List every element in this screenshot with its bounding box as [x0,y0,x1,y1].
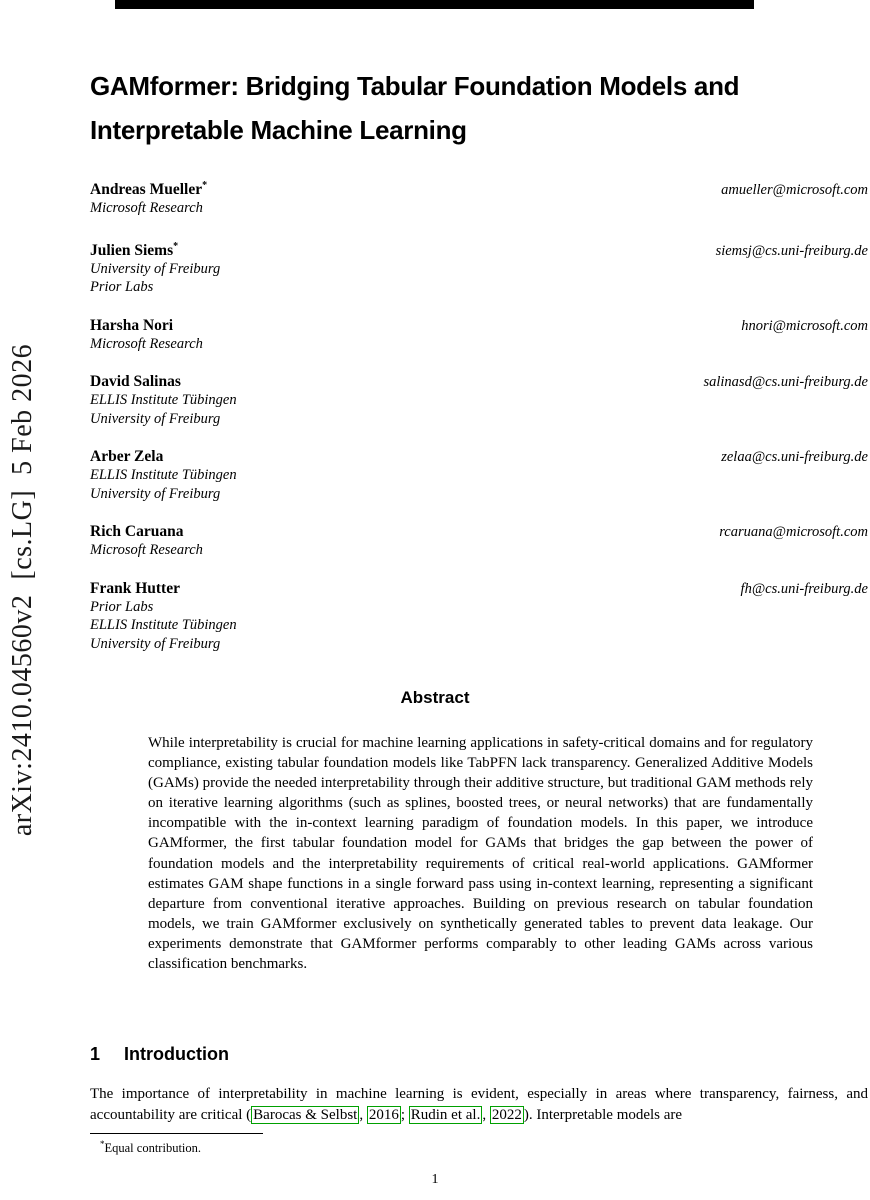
footnote-marker: * [100,1139,105,1149]
author-affiliation: University of Freiburg [90,485,221,502]
author-block [90,316,868,354]
equal-contribution-marker: * [173,240,179,252]
abstract-heading: Abstract [400,688,470,707]
author-name: Arber Zela [90,448,164,466]
author-block [90,237,868,297]
page-number: 1 [431,1172,439,1187]
author-affiliation: Microsoft Research [90,335,203,352]
author-affiliation: Prior Labs [90,279,154,296]
author-affiliation: ELLIS Institute Tübingen [90,392,237,409]
author-name: Rich Caruana [90,523,184,541]
introduction-paragraph [90,1084,868,1125]
top-black-bar [115,0,754,9]
author-block [90,372,868,428]
author-block [90,579,868,654]
citation-link[interactable]: Rudin et al. [410,1106,481,1123]
paragraph-text: The importance of interpretability in machine learning is evident, especially in areas where transparency, fairness, and accountability are critical ( [90,1086,868,1123]
author-name-row [90,176,868,199]
author-affiliation: Prior Labs [90,598,154,615]
footnote-text: Equal contribution. [104,1141,202,1156]
author-email: zelaa@cs.uni-freiburg.de [721,449,868,466]
authors-block [90,176,868,672]
paragraph-text: , [482,1106,490,1123]
section-number: 1 [90,1044,101,1064]
author-name: Harsha Nori [90,316,174,334]
arxiv-sidebar-label: arXiv:2410.04560v2 [cs.LG] 5 Feb 2026 [7,343,38,837]
paragraph-text: ). Interpretable models are [523,1106,683,1123]
author-name: David Salinas [90,373,181,391]
author-block [90,447,868,503]
author-email: amueller@microsoft.com [721,182,868,199]
author-name: Julien Siems* [90,240,179,259]
author-affiliation: ELLIS Institute Tübingen [90,617,237,634]
author-name-row [90,579,868,598]
section-title: Introduction [124,1044,229,1064]
footnote-rule [90,1133,263,1134]
author-affiliation: ELLIS Institute Tübingen [90,467,237,484]
paragraph-text: , [359,1106,367,1123]
author-email: siemsj@cs.uni-freiburg.de [715,242,868,259]
author-affiliation: Microsoft Research [90,200,203,217]
footnote [100,1139,800,1156]
author-email: fh@cs.uni-freiburg.de [740,580,868,597]
author-name-row [90,372,868,391]
author-name-row [90,522,868,541]
author-name-row [90,316,868,335]
author-affiliation: University of Freiburg [90,260,221,277]
author-affiliation: University of Freiburg [90,635,221,652]
abstract-text: While interpretability is crucial for machine learning applications in safety-critical domains and for regulatory compliance, existing tabular foundation models like TabPFN lack transparency. Generalized Additive Models (GAMs) provide the needed interpretability through their additive structure, but traditional GAM methods rely on iterative learning algorithms (such as splines, boosted trees, or neural networks) that are fundamentally incompatible with the in-context learning paradigm of foundation models. In this paper, we introduce GAMformer, the first tabular foundation model for GAMs that bridges the gap between the power of foundation models and the interpretability requirements of critical real-world applications. GAMformer estimates GAM shape functions in a single forward pass using in-context learning, representing a significant departure from conventional iterative approaches. Building on previous research on tabular foundation models, we train GAMformer exclusively on synthetically generated tables to prevent data leakage. Our experiments demonstrate that GAMformer performs comparably to other leading GAMs across various classification benchmarks. [148,735,813,973]
author-block [90,176,868,218]
citation-link[interactable]: 2016 [368,1106,399,1123]
author-email: rcaruana@microsoft.com [719,524,868,541]
section-1-heading [90,1044,229,1065]
equal-contribution-marker: * [202,180,208,191]
author-affiliation: University of Freiburg [90,410,221,427]
author-affiliation: Microsoft Research [90,542,203,559]
paper-title: GAMformer: Bridging Tabular Foundation Models and Interpretable Machine Learning [90,71,740,145]
author-email: hnori@microsoft.com [741,317,868,334]
citation-link[interactable]: 2022 [491,1106,522,1123]
author-name: Frank Hutter [90,579,180,597]
paragraph-text: ; [400,1106,409,1123]
author-name: Andreas Mueller* [90,180,208,199]
author-email: salinasd@cs.uni-freiburg.de [703,374,868,391]
citation-link[interactable]: Barocas & Selbst [253,1106,358,1123]
author-block [90,522,868,560]
author-name-row [90,447,868,466]
author-name-row [90,237,868,260]
